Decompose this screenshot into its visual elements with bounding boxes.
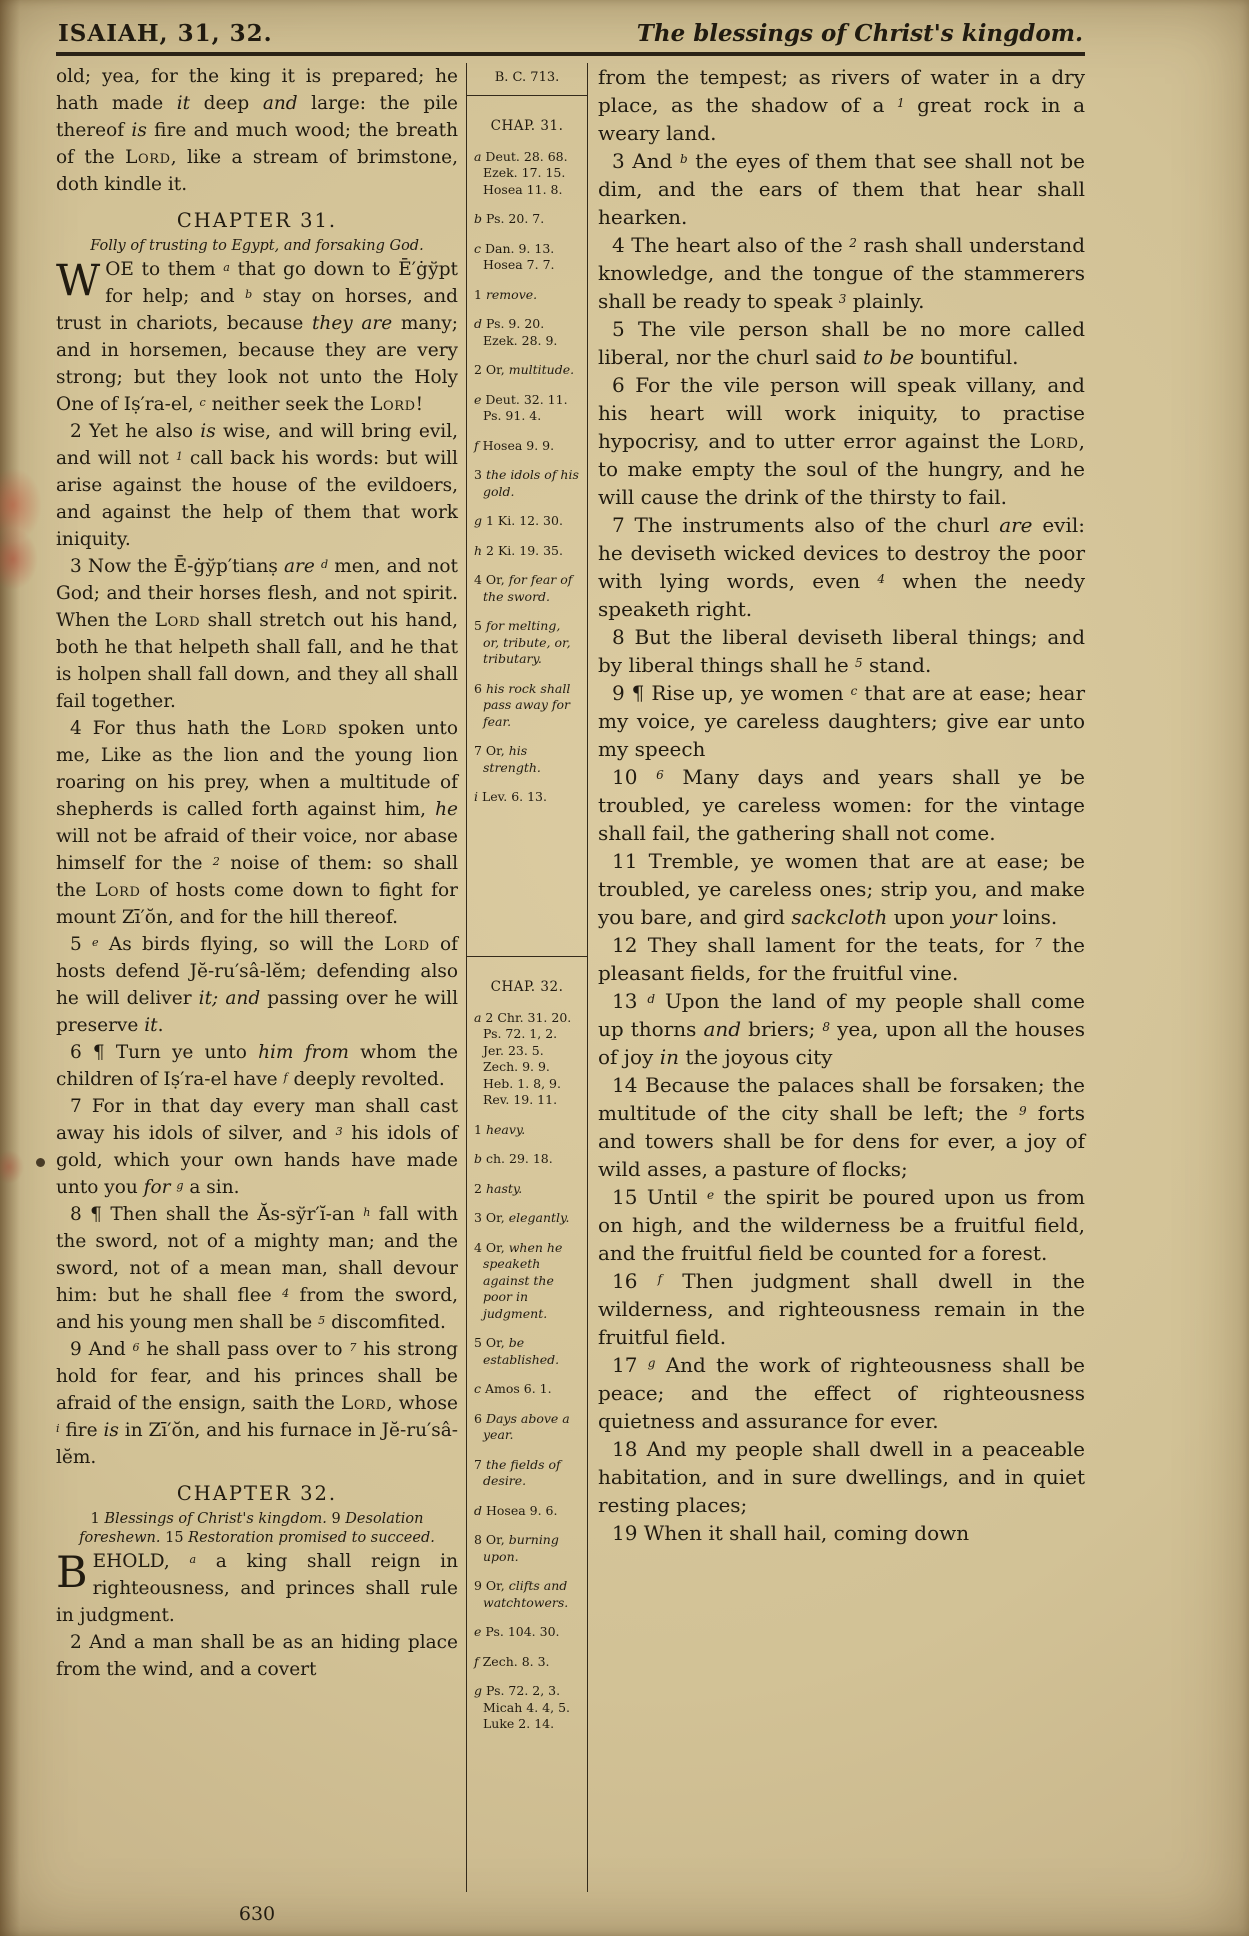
divider-rule	[467, 95, 587, 97]
margin-reference-note: 3 Or, elegantly.	[474, 1210, 570, 1225]
verse-paragraph: 9 ¶ Rise up, ye women $^c$ that are at ease; hear my voice, ye careless daughters; give ear unto my speech	[598, 681, 1086, 761]
paper-stain	[0, 468, 42, 542]
chapter-summary: 1 Blessings of Christ's kingdom. 9 Desolation foreshewn. 15 Restoration promised to succeed.	[79, 1511, 435, 1546]
margin-reference-note: 2 hasty.	[474, 1180, 523, 1196]
verse-paragraph: 10 $^6$ Many days and years shall ye be troubled, ye careless women: for the vintage shall fail, the gathering shall not come.	[598, 765, 1085, 845]
margin-reference-note: 5 for melting, or, tribute, or, tributary.	[474, 618, 571, 666]
paper-stain	[0, 1150, 24, 1184]
paper-stain	[0, 528, 38, 590]
page-header	[56, 16, 1085, 52]
margin-reference-note: 6 Days above a year.	[474, 1410, 570, 1442]
margin-reference-note: 7 the fields of desire.	[474, 1456, 561, 1488]
verse-paragraph: 16 $^f$ Then judgment shall dwell in the wilderness, and righteousness remain in the fruitful field.	[598, 1269, 1085, 1349]
verse-paragraph: 4 For thus hath the Lord spoken unto me, Like as the lion and the young lion roaring on his prey, when a multitude of shepherds is called forth against him, he will not be afraid of their voice, nor abase himself for the $^2$ noise of them: so shall the Lord of hosts come down to fight for mount Zī′ŏn, and for the hill thereof.	[56, 718, 458, 928]
margin-reference-note: 1 remove.	[474, 286, 538, 302]
margin-reference-note: c Amos 6. 1.	[474, 1381, 552, 1396]
margin-reference-note: a Deut. 28. 68. Ezek. 17. 15. Hosea 11. 8.	[474, 148, 568, 197]
reference-notes	[474, 118, 580, 1733]
running-head: The blessings of Christ's kingdom.	[636, 20, 1083, 47]
margin-reference-note: 9 Or, clifts and watchtowers.	[474, 1578, 569, 1610]
margin-reference-note: 8 Or, burning upon.	[474, 1532, 559, 1564]
verse-paragraph: 3 And $^b$ the eyes of them that see shall not be dim, and the ears of them that hear shall hearken.	[598, 149, 1085, 229]
margin-reference-note: e Ps. 104. 30.	[474, 1624, 560, 1639]
left-text-column	[56, 63, 458, 1892]
margin-reference-note: i Lev. 6. 13.	[474, 789, 547, 804]
verse-paragraph: 7 For in that day every man shall cast away his idols of silver, and $^3$ his idols of gold, which your own hands have made unto you for $^g$ a sin.	[56, 1096, 458, 1198]
reference-chapter-label: CHAP. 31.	[490, 118, 564, 134]
verse-paragraph: 12 They shall lament for the teats, for $^7$ the pleasant fields, for the fruitful vine.	[598, 933, 1085, 985]
page-gutter-shadow	[0, 0, 20, 1936]
margin-reference-note: 7 Or, his strength.	[474, 743, 541, 775]
margin-reference-note: c Dan. 9. 13. Hosea 7. 7.	[474, 240, 555, 272]
book-chapter-title: ISAIAH, 31, 32.	[58, 20, 273, 47]
margin-reference-note: e Deut. 32. 11. Ps. 91. 4.	[474, 391, 568, 423]
margin-reference-note: 4 Or, for fear of the sword.	[474, 572, 573, 604]
center-reference-column	[466, 63, 588, 1892]
verse-paragraph: 6 ¶ Turn ye unto him from whom the children of Iṣ′ra-el have $^f$ deeply revolted.	[56, 1042, 458, 1090]
verse-paragraph: 14 Because the palaces shall be forsaken; the multitude of the city shall be left; the $^9$ forts and towers shall be for dens for ever, a joy of wild asses, a pasture of flocks;	[598, 1073, 1085, 1181]
reference-chapter-label: CHAP. 32.	[490, 979, 564, 995]
ink-spot	[36, 1158, 45, 1167]
verse-paragraph: 9 And $^6$ he shall pass over to $^7$ his strong hold for fear, and his princes shall be afraid of the ensign, saith the Lord, whose $^i$ fire is in Zī′ŏn, and his furnace in Jĕ-ru′sâ-lĕm.	[56, 1339, 458, 1468]
margin-reference-note: d Ps. 9. 20. Ezek. 28. 9.	[474, 316, 558, 348]
margin-reference-note: g Ps. 72. 2, 3. Micah 4. 4, 5. Luke 2. 14.	[474, 1683, 570, 1731]
page-footer	[56, 1892, 1085, 1936]
verse-paragraph: 5 The vile person shall be no more called liberal, nor the churl said to be bountiful.	[598, 317, 1085, 369]
margin-reference-note: 6 his rock shall pass away for fear.	[474, 680, 571, 729]
margin-reference-note: d Hosea 9. 6.	[474, 1502, 558, 1518]
header-rule	[56, 52, 1085, 56]
drop-cap: B	[56, 1548, 88, 1598]
verse-paragraph: 19 When it shall hail, coming down	[612, 1521, 970, 1545]
verse-paragraph: 4 The heart also of the $^2$ rash shall understand knowledge, and the tongue of the stammerers shall be ready to speak $^3$ plainly.	[598, 233, 1085, 313]
verse-paragraph: 17 $^g$ And the work of righteousness shall be peace; and the effect of righteousness quietness and assurance for ever.	[598, 1353, 1085, 1433]
verse-paragraph: 2 Yet he also is wise, and will bring evil, and will not $^1$ call back his words: but will arise against the house of the evildoers, and against the help of them that work iniquity.	[56, 421, 458, 550]
verse-paragraph: 5 $^e$ As birds flying, so will the Lord of hosts defend Jĕ-ru′sâ-lĕm; defending also he will deliver it; and passing over he will preserve it.	[56, 934, 458, 1036]
verse-paragraph: 6 For the vile person will speak villany, and his heart will work iniquity, to practise hypocrisy, and to utter error against the Lord, to make empty the soul of the hungry, and he will cause the drink of the thirsty to fail.	[598, 373, 1085, 509]
bc-date-label: B. C. 713.	[494, 70, 560, 85]
verse-paragraph: 13 $^d$ Upon the land of my people shall come up thorns and briers; $^8$ yea, upon all the houses of joy in the joyous city	[598, 989, 1086, 1069]
chapter-summary: Folly of trusting to Egypt, and forsaking God.	[90, 238, 424, 254]
continued-paragraph: old; yea, for the king it is prepared; he hath made it deep and large: the pile thereof is fire and much wood; the breath of the Lord, like a stream of brimstone, doth kindle it.	[56, 66, 459, 195]
margin-reference-note: h 2 Ki. 19. 35.	[474, 542, 563, 558]
margin-reference-note: f Zech. 8. 3.	[474, 1653, 550, 1669]
margin-reference-note: a 2 Chr. 31. 20. Ps. 72. 1, 2. Jer. 23. 5. Zech. 9. 9. Heb. 1. 8, 9. Rev. 19. 11.	[474, 1009, 572, 1107]
drop-cap: W	[56, 256, 101, 306]
margin-reference-note: 4 Or, when he speaketh against the poor in judgment.	[474, 1239, 563, 1321]
margin-reference-note: f Hosea 9. 9.	[474, 437, 555, 453]
verse-paragraph: BEHOLD, $^a$ a king shall reign in righteousness, and princes shall rule in judgment.	[56, 1548, 459, 1626]
verse-paragraph: WOE to them $^a$ that go down to Ē′ġўpt for help; and $^b$ stay on horses, and trust in chariots, because they are many; and in horsemen, because they are very strong; but they look not unto the Holy One of Iṣ′ra-el, $^c$ neither seek the Lord!	[56, 256, 459, 415]
margin-reference-note: b Ps. 20. 7.	[474, 211, 545, 226]
continued-paragraph: from the tempest; as rivers of water in a dry place, as the shadow of a $^1$ great rock in a weary land.	[598, 65, 1085, 145]
margin-reference-note: 5 Or, be established.	[474, 1335, 560, 1367]
verse-paragraph: 15 Until $^e$ the spirit be poured upon us from on high, and the wilderness be a fruitful field, and the fruitful field be counted for a forest.	[598, 1185, 1086, 1265]
verse-paragraph: 18 And my people shall dwell in a peaceable habitation, and in sure dwellings, and in quiet resting places;	[598, 1437, 1085, 1517]
verse-paragraph: 11 Tremble, ye women that are at ease; be troubled, ye careless ones; strip you, and make you bare, and gird sackcloth upon your loins.	[598, 849, 1085, 929]
divider-rule	[467, 956, 587, 958]
margin-reference-note: 2 Or, multitude.	[474, 362, 575, 377]
page-columns	[56, 63, 1085, 1892]
verse-paragraph: 8 But the liberal deviseth liberal things; and by liberal things shall he $^5$ stand.	[598, 625, 1085, 677]
chapter-heading: CHAPTER 32.	[176, 1482, 338, 1505]
chapter-heading: CHAPTER 31.	[176, 209, 338, 232]
verse-paragraph: 8 ¶ Then shall the Ăs-sўr′ĭ-an $^h$ fall with the sword, not of a mighty man; and the sword, not of a mean man, shall devour him: but he shall flee $^4$ from the sword, and his young men shall be $^5$ discomfited.	[56, 1204, 458, 1333]
margin-reference-note: b ch. 29. 18.	[474, 1151, 553, 1166]
margin-reference-note: 1 heavy.	[474, 1121, 526, 1137]
page-number: 630	[238, 1903, 276, 1925]
verse-paragraph: 7 The instruments also of the churl are evil: he deviseth wicked devices to destroy the poor with lying words, even $^4$ when the needy speaketh right.	[598, 513, 1085, 621]
verse-paragraph: 3 Now the Ē-ġўp′tianṣ are $^d$ men, and not God; and their horses flesh, and not spirit. When the Lord shall stretch out his hand, both he that helpeth shall fall, and he that is holpen shall fall down, and they all shall fail together.	[56, 556, 458, 712]
margin-reference-note: 3 the idols of his gold.	[474, 467, 579, 499]
margin-reference-note: g 1 Ki. 12. 30.	[474, 513, 563, 528]
verse-paragraph: 2 And a man shall be as an hiding place from the wind, and a covert	[56, 1632, 458, 1680]
right-text-column	[598, 63, 1085, 1892]
